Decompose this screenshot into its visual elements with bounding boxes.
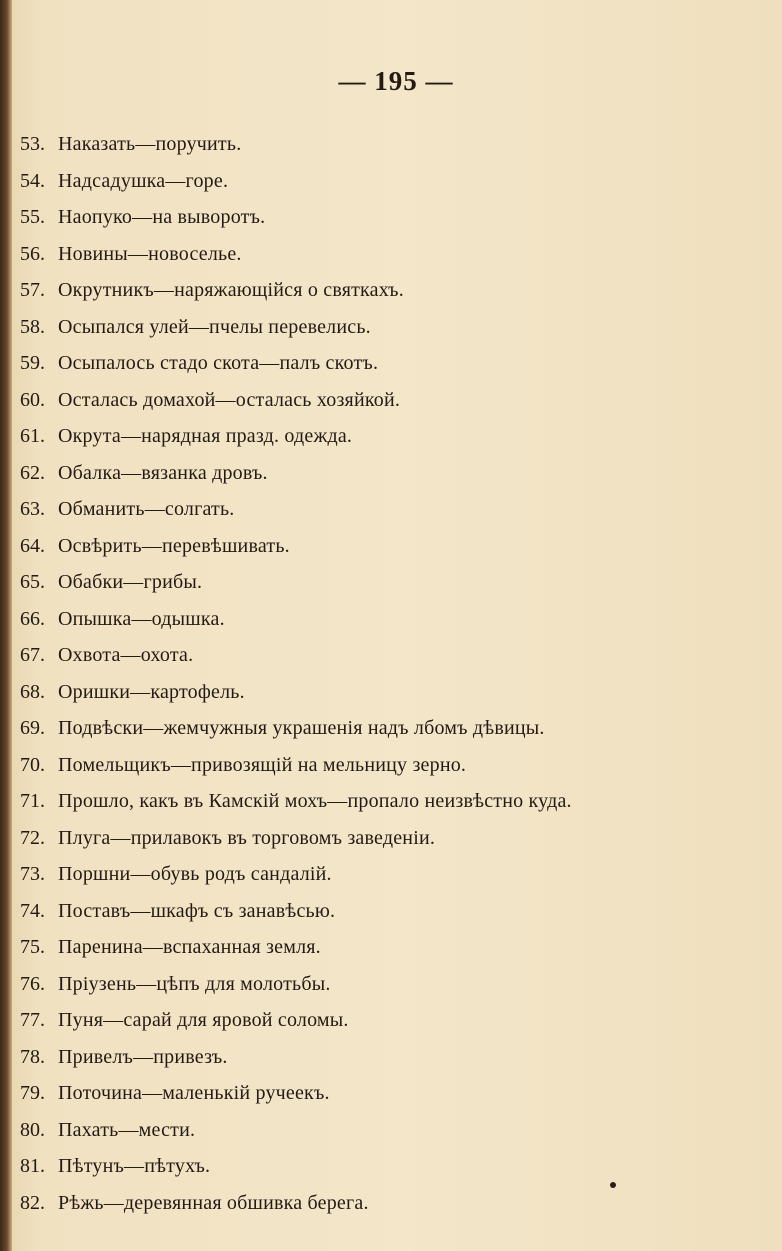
glossary-entry [20,455,770,492]
entry-text: Помельщикъ—привозящій на мельницу зерно. [58,753,467,776]
entry-text: Пѣтунъ—пѣтухъ. [58,1155,211,1177]
entry-text: Обабки—грибы. [58,571,203,593]
entry-text: Осыпался улей—пчелы перевелись. [58,315,371,338]
entry-text: Надсадушка—горе. [58,169,229,192]
glossary-entry [20,674,770,711]
glossary-entry [20,126,770,163]
glossary-entry [20,418,770,455]
glossary-entry [20,236,770,273]
glossary-list [20,126,770,1221]
entry-number: 58. [20,315,45,338]
glossary-entry [20,382,770,419]
glossary-entry [20,747,770,784]
entry-number: 73. [20,863,45,885]
entry-number: 59. [20,352,45,374]
entry-number: 54. [20,169,45,192]
entry-number: 75. [20,936,45,958]
glossary-entry [20,637,770,674]
entry-text: Опышка—одышка. [58,607,225,630]
entry-number: 66. [20,607,45,630]
entry-number: 65. [20,571,45,593]
glossary-entry [20,1039,770,1076]
glossary-entry [20,564,770,601]
entry-number: 74. [20,899,45,922]
glossary-entry [20,1002,770,1039]
entry-text: Подвѣски—жемчужныя украшенія надъ лбомъ дѣвицы. [58,717,545,739]
glossary-entry [20,601,770,638]
entry-text: Паренина—вспаханная земля. [58,936,321,958]
page-number: — 195 — [338,66,454,96]
entry-text: Наказать—поручить. [58,133,242,155]
entry-text: Поточина—маленькій ручеекъ. [58,1082,330,1104]
glossary-entry [20,491,770,528]
glossary-entry [20,893,770,930]
glossary-entry [20,1112,770,1149]
entry-text: Поршни—обувь родъ сандалій. [58,863,332,885]
glossary-entry [20,929,770,966]
entry-text: Охвота—охота. [58,644,194,666]
entry-number: 60. [20,388,45,411]
entry-number: 57. [20,279,45,301]
entry-text: Привелъ—привезъ. [58,1045,228,1068]
entry-number: 81. [20,1155,45,1177]
glossary-entry [20,710,770,747]
entry-number: 61. [20,425,45,447]
entry-text: Плуга—прилавокъ въ торговомъ заведеніи. [58,826,436,849]
glossary-entry [20,1185,770,1222]
ink-speck [610,1182,616,1188]
entry-text: Осталась домахой—осталась хозяйкой. [58,388,401,411]
entry-number: 69. [20,717,45,739]
entry-text: Оришки—картофель. [58,680,245,703]
entry-number: 77. [20,1009,45,1031]
entry-number: 76. [20,972,45,995]
entry-number: 82. [20,1191,45,1214]
glossary-entry [20,966,770,1003]
entry-number: 79. [20,1082,45,1104]
glossary-entry [20,163,770,200]
glossary-entry [20,1075,770,1112]
glossary-entry [20,856,770,893]
glossary-entry [20,528,770,565]
entry-number: 78. [20,1045,45,1068]
glossary-entry [20,783,770,820]
entry-text: Обманить—солгать. [58,498,235,520]
entry-number: 67. [20,644,45,666]
entry-number: 80. [20,1118,45,1141]
entry-number: 56. [20,242,45,265]
entry-text: Окрута—нарядная празд. одежда. [58,425,353,447]
entry-text: Пахать—мести. [58,1118,196,1141]
book-spine-shadow [0,0,12,1251]
entry-text: Поставъ—шкафъ съ занавѣсью. [58,899,336,922]
entry-text: Окрутникъ—наряжающійся о святкахъ. [58,279,404,301]
entry-number: 64. [20,534,45,557]
entry-number: 68. [20,680,45,703]
glossary-entry [20,199,770,236]
entry-text: Пріузень—цѣпъ для молотьбы. [58,972,331,995]
entry-text: Обалка—вязанка дровъ. [58,461,268,484]
entry-number: 70. [20,753,45,776]
entry-number: 71. [20,790,45,812]
entry-text: Освѣрить—перевѣшивать. [58,534,290,557]
glossary-entry [20,820,770,857]
glossary-entry [20,272,770,309]
entry-text: Прошло, какъ въ Камскій мохъ—пропало неизвѣстно куда. [58,790,572,812]
entry-number: 55. [20,206,45,228]
entry-text: Пуня—сарай для яровой соломы. [58,1009,349,1031]
entry-text: Рѣжь—деревянная обшивка берега. [58,1191,369,1214]
glossary-entry [20,1148,770,1185]
entry-text: Наопуко—на выворотъ. [58,206,266,228]
entry-text: Новины—новоселье. [58,242,242,265]
entry-number: 53. [20,133,45,155]
entry-number: 72. [20,826,45,849]
glossary-entry [20,309,770,346]
entry-number: 62. [20,461,45,484]
glossary-entry [20,345,770,382]
entry-number: 63. [20,498,45,520]
entry-text: Осыпалось стадо скота—палъ скотъ. [58,352,379,374]
